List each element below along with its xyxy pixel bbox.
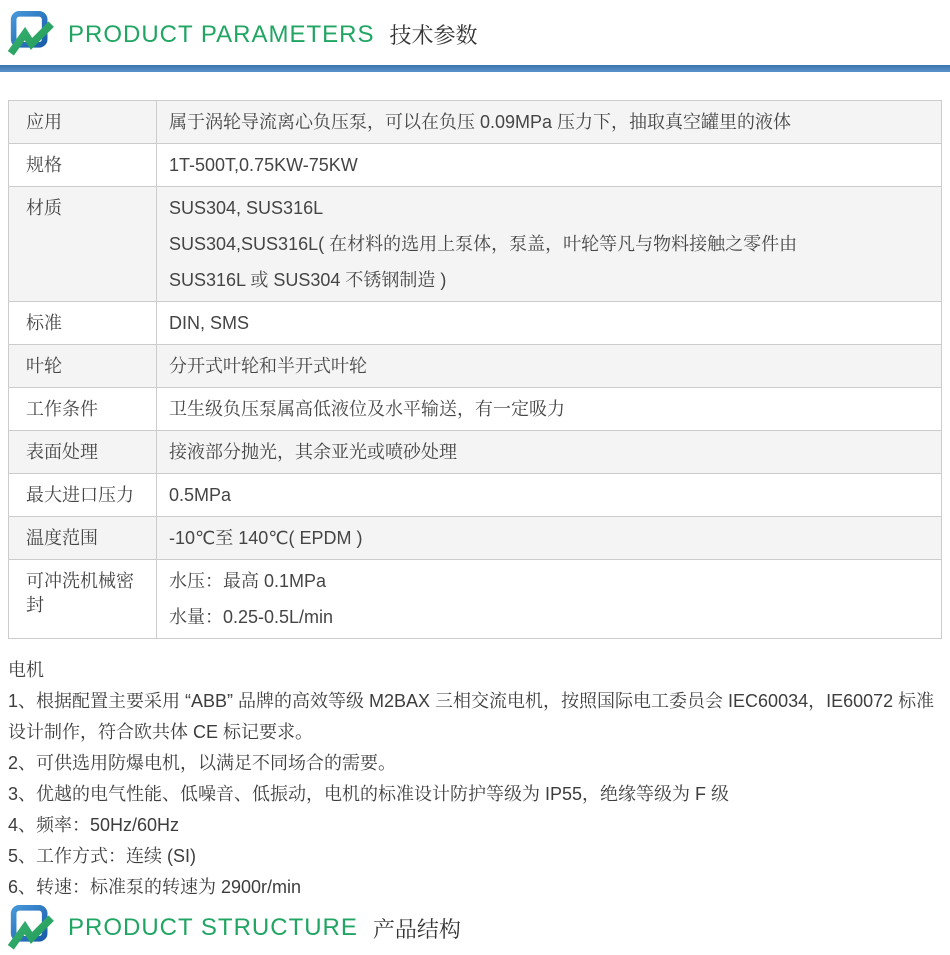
param-value-cell: [157, 474, 942, 517]
product-structure-block: [0, 903, 950, 955]
param-label-cell: [9, 187, 157, 302]
product-structure-header: [8, 903, 950, 953]
param-value-cell: [157, 345, 942, 388]
brand-logo-icon: [8, 905, 55, 952]
param-value-line: DIN, SMS: [169, 313, 250, 333]
motor-item: 4、频率：50Hz/60Hz: [8, 815, 180, 835]
param-label-cell: [9, 474, 157, 517]
table-row: [9, 517, 942, 560]
param-label: 表面处理: [26, 442, 98, 462]
param-label-cell: [9, 144, 157, 187]
param-value-line: 1T-500T,0.75KW-75KW: [169, 155, 358, 175]
param-value-line: 0.5MPa: [169, 485, 232, 505]
parameters-title-zh: 技术参数: [389, 23, 478, 48]
product-parameters-header: [8, 11, 950, 58]
param-label: 最大进口压力: [26, 485, 134, 505]
param-label: 可冲洗机械密封: [26, 571, 134, 615]
param-label: 材质: [26, 198, 62, 218]
table-row: [9, 560, 942, 639]
parameters-table: [8, 100, 942, 639]
param-value-cell: [157, 431, 942, 474]
param-value-line: SUS316L 或 SUS304 不锈钢制造 ): [169, 270, 447, 290]
table-row: [9, 302, 942, 345]
brand-logo-icon: [8, 11, 55, 58]
param-label: 标准: [26, 313, 62, 333]
motor-item: 5、工作方式：连续 (SI): [8, 846, 197, 866]
param-label-cell: [9, 431, 157, 474]
param-value-line: SUS304,SUS316L( 在材料的选用上泵体，泵盖，叶轮等凡与物料接触之零件由: [169, 234, 798, 254]
param-value-line: 水压：最高 0.1MPa: [169, 571, 327, 591]
param-value-line: SUS304, SUS316L: [169, 198, 324, 218]
table-row: [9, 101, 942, 144]
param-value-cell: [157, 101, 942, 144]
param-value-line: 接液部分抛光，其余亚光或喷砂处理: [169, 442, 457, 462]
table-row: [9, 474, 942, 517]
table-row: [9, 345, 942, 388]
motor-item: 3、优越的电气性能、低噪音、低振动，电机的标准设计防护等级为 IP55，绝缘等级为 F 级: [8, 784, 730, 804]
motor-section: [8, 655, 942, 903]
param-label: 温度范围: [26, 528, 98, 548]
param-value-cell: [157, 517, 942, 560]
param-value-line: 属于涡轮导流离心负压泵，可以在负压 0.09MPa 压力下，抽取真空罐里的液体: [169, 112, 792, 132]
param-label-cell: [9, 302, 157, 345]
param-label-cell: [9, 560, 157, 639]
motor-item: 1、根据配置主要采用 “ABB” 品牌的高效等级 M2BAX 三相交流电机，按照国际电工委员会 IEC60034，IE60072 标准设计制作，符合欧共体 CE 标记要求。: [8, 691, 935, 742]
table-row: [9, 144, 942, 187]
motor-item: 6、转速：标准泵的转速为 2900r/min: [8, 877, 302, 897]
param-label-cell: [9, 388, 157, 431]
param-value-cell: [157, 144, 942, 187]
param-value-line: -10℃至 140℃( EPDM ): [169, 528, 363, 548]
structure-title-zh: 产品结构: [372, 916, 461, 942]
param-label: 规格: [26, 155, 62, 175]
table-row: [9, 187, 942, 302]
param-label-cell: [9, 517, 157, 560]
param-label-cell: [9, 101, 157, 144]
param-value-cell: [157, 388, 942, 431]
param-value-cell: [157, 187, 942, 302]
motor-title: 电机: [8, 660, 44, 680]
structure-title-en: PRODUCT STRUCTURE: [68, 914, 358, 941]
param-label: 叶轮: [26, 356, 62, 376]
param-label: 工作条件: [26, 399, 98, 419]
param-value-line: 卫生级负压泵属高低液位及水平输送，有一定吸力: [169, 399, 565, 419]
param-label-cell: [9, 345, 157, 388]
header-divider: [0, 65, 950, 72]
param-value-cell: [157, 302, 942, 345]
table-row: [9, 431, 942, 474]
parameters-title-en: PRODUCT PARAMETERS: [68, 20, 375, 48]
motor-item: 2、可供选用防爆电机，以满足不同场合的需要。: [8, 753, 397, 773]
table-row: [9, 388, 942, 431]
param-label: 应用: [26, 112, 62, 132]
param-value-line: 分开式叶轮和半开式叶轮: [169, 356, 367, 376]
param-value-cell: [157, 560, 942, 639]
param-value-line: 水量：0.25-0.5L/min: [169, 607, 334, 627]
